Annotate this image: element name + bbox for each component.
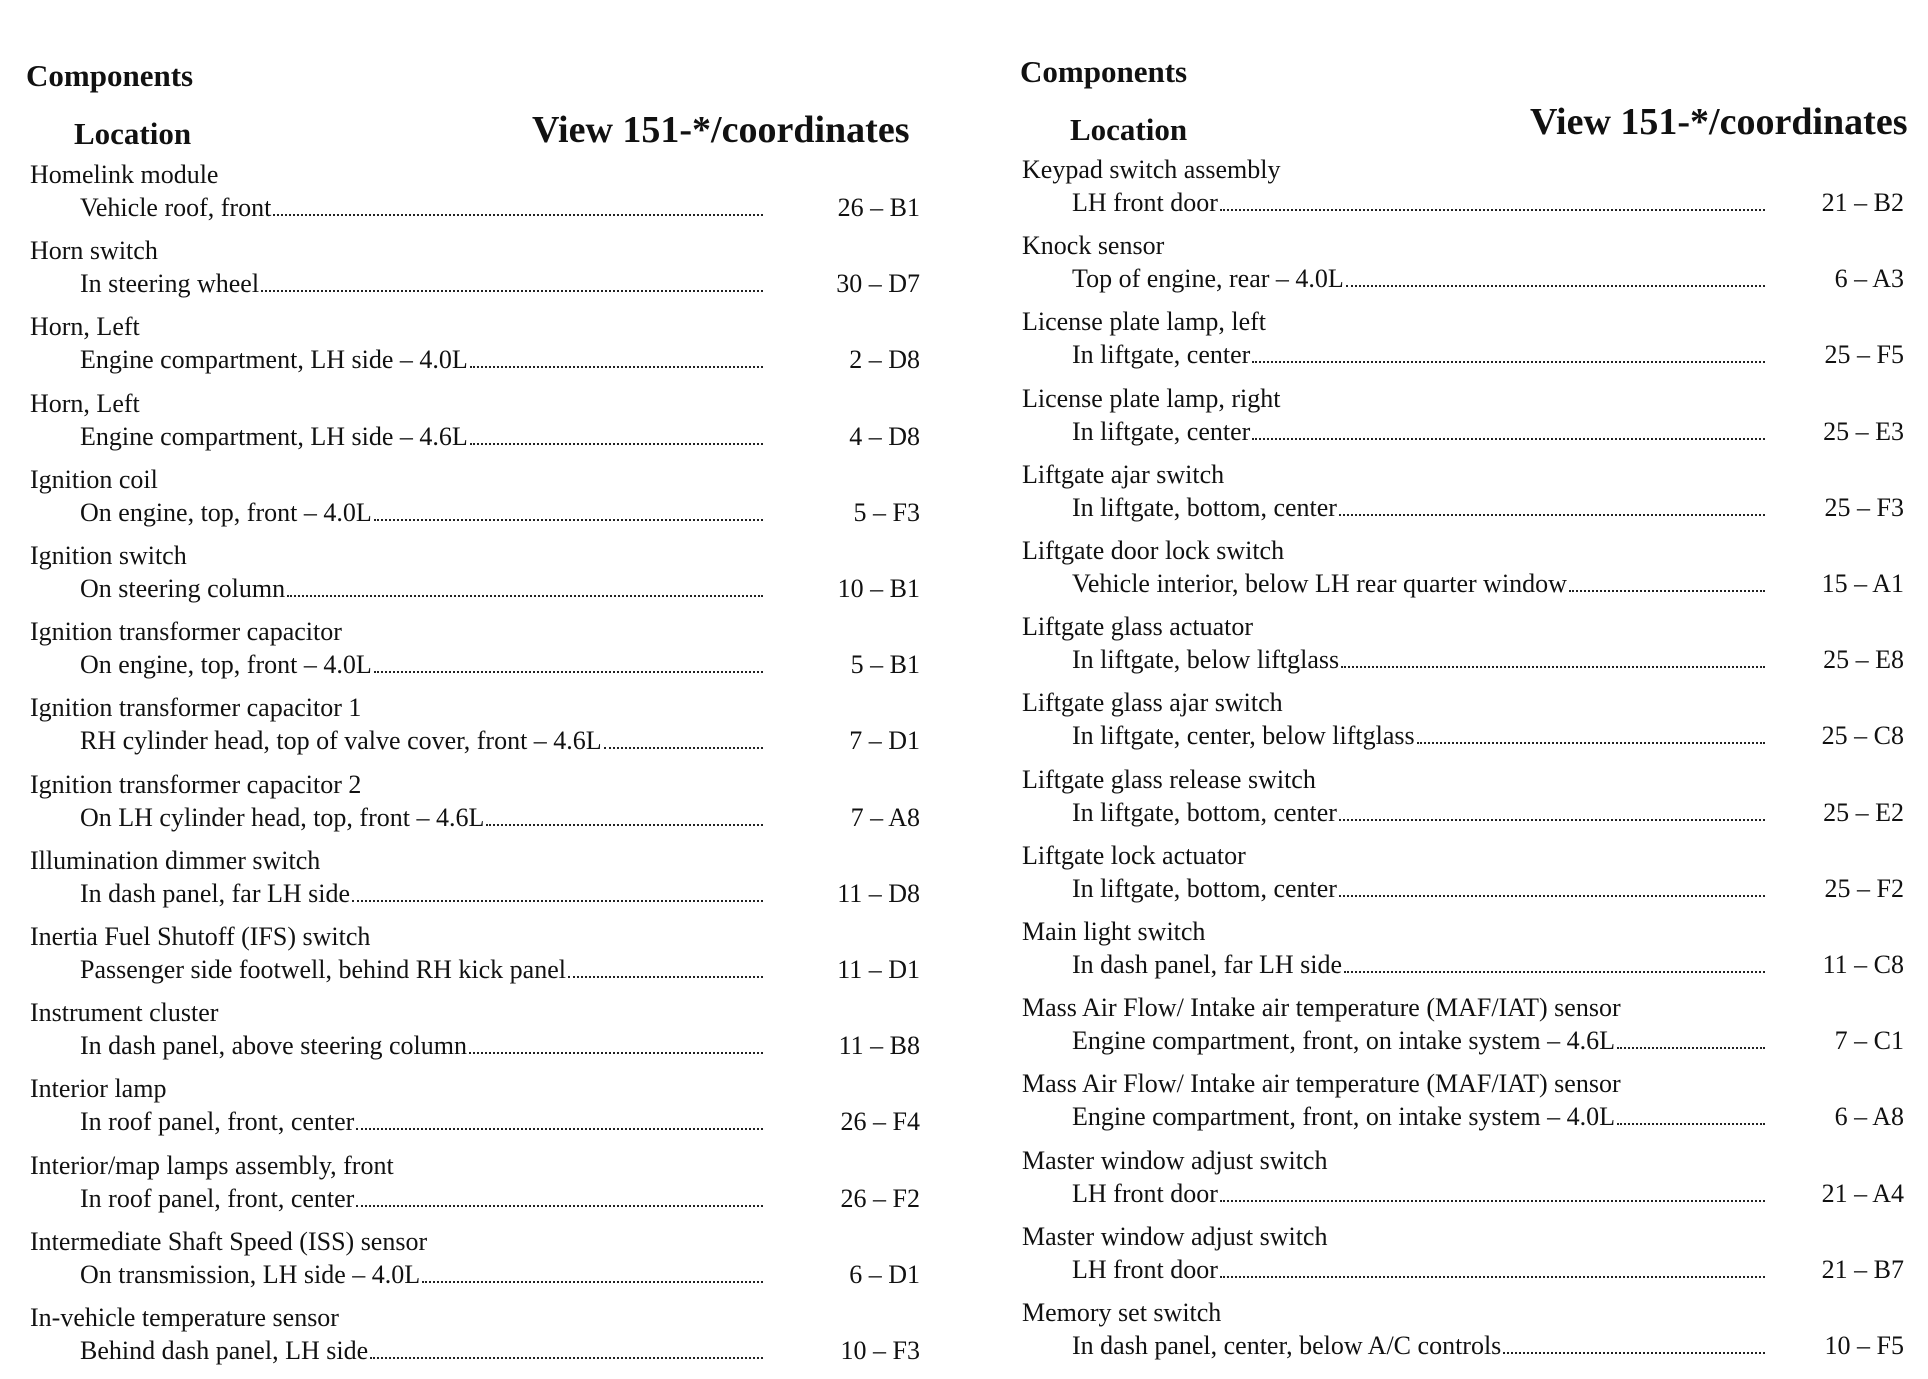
location-text: In dash panel, far LH side (80, 879, 351, 908)
location-line (80, 955, 765, 985)
component-name: Liftgate ajar switch (1022, 460, 1225, 489)
component-name: Ignition transformer capacitor 1 (30, 693, 362, 722)
location-text: In liftgate, center (1072, 340, 1251, 369)
dot-leader (1339, 819, 1765, 821)
component-entry (990, 917, 1928, 993)
location-text: In dash panel, above steering column (80, 1031, 467, 1060)
dot-leader (1339, 514, 1765, 516)
dot-leader (370, 1357, 763, 1359)
location-text: In liftgate, bottom, center (1072, 798, 1337, 827)
component-name: Knock sensor (1022, 231, 1165, 260)
location-line (1072, 1255, 1767, 1285)
location-line (80, 726, 765, 756)
location-text: Engine compartment, front, on intake system – 4.6L (1072, 1026, 1615, 1055)
component-entry (0, 236, 960, 312)
location-text: Vehicle roof, front (80, 193, 272, 222)
location-line (1072, 417, 1767, 447)
component-name: Interior lamp (30, 1074, 167, 1103)
view-coordinates: 30 – D7 (836, 269, 920, 298)
component-name: License plate lamp, left (1022, 307, 1267, 336)
location-line (80, 193, 765, 223)
dot-leader (1344, 971, 1765, 973)
component-entry (0, 1303, 960, 1379)
component-entry (990, 1069, 1928, 1145)
component-entry (990, 1298, 1928, 1374)
location-line (1072, 1102, 1767, 1132)
view-coordinates: 26 – F4 (840, 1107, 920, 1136)
component-name: Intermediate Shaft Speed (ISS) sensor (30, 1227, 428, 1256)
component-name: Horn, Left (30, 312, 140, 341)
view-coordinates: 2 – D8 (849, 345, 920, 374)
dot-leader (486, 824, 763, 826)
component-name: Instrument cluster (30, 998, 219, 1027)
component-entry (0, 312, 960, 388)
location-text: LH front door (1072, 188, 1218, 217)
dot-leader (469, 1052, 763, 1054)
location-line (80, 803, 765, 833)
component-name: Horn switch (30, 236, 158, 265)
component-name: Master window adjust switch (1022, 1222, 1328, 1251)
location-text: In roof panel, front, center (80, 1184, 355, 1213)
location-header: Location (74, 116, 192, 151)
component-name: Liftgate glass actuator (1022, 612, 1254, 641)
view-coordinates: 10 – F5 (1824, 1331, 1904, 1360)
location-line (80, 345, 765, 375)
location-line (80, 1184, 765, 1214)
dot-leader (604, 747, 763, 749)
component-name: License plate lamp, right (1022, 384, 1281, 413)
location-text: On transmission, LH side – 4.0L (80, 1260, 421, 1289)
location-text: On LH cylinder head, top, front – 4.6L (80, 803, 485, 832)
location-text: In liftgate, center, below liftglass (1072, 721, 1415, 750)
location-line (1072, 188, 1767, 218)
view-coordinates: 21 – B2 (1821, 188, 1904, 217)
dot-leader (1617, 1123, 1765, 1125)
component-entry (990, 1146, 1928, 1222)
view-coordinates: 26 – B1 (837, 193, 920, 222)
component-entry (0, 1227, 960, 1303)
location-line (80, 1107, 765, 1137)
view-coordinates: 25 – C8 (1821, 721, 1904, 750)
left-column (0, 0, 960, 1376)
component-name: Interior/map lamps assembly, front (30, 1151, 394, 1180)
view-coordinates: 26 – F2 (840, 1184, 920, 1213)
view-coordinates: 5 – B1 (850, 650, 920, 679)
location-text: RH cylinder head, top of valve cover, front – 4.6L (80, 726, 602, 755)
component-entry (990, 155, 1928, 231)
component-entry (0, 160, 960, 236)
component-name: Ignition transformer capacitor 2 (30, 770, 362, 799)
view-coordinates: 5 – F3 (853, 498, 920, 527)
location-text: Passenger side footwell, behind RH kick panel (80, 955, 566, 984)
view-coordinates: 4 – D8 (849, 422, 920, 451)
right-column (990, 0, 1928, 1376)
location-text: LH front door (1072, 1179, 1218, 1208)
dot-leader (1569, 590, 1765, 592)
location-line (1072, 264, 1767, 294)
dot-leader (1220, 1200, 1765, 1202)
component-name: Mass Air Flow/ Intake air temperature (MAF/IAT) sensor (1022, 993, 1621, 1022)
view-coordinates: 10 – F3 (840, 1336, 920, 1365)
component-name: In-vehicle temperature sensor (30, 1303, 339, 1332)
dot-leader (261, 290, 763, 292)
component-entry (990, 841, 1928, 917)
component-entry (990, 612, 1928, 688)
dot-leader (1252, 361, 1765, 363)
location-text: In liftgate, bottom, center (1072, 874, 1337, 903)
location-text: On steering column (80, 574, 286, 603)
dot-leader (287, 595, 763, 597)
location-text: In steering wheel (80, 269, 260, 298)
location-text: Behind dash panel, LH side (80, 1336, 369, 1365)
dot-leader (1339, 895, 1765, 897)
component-entry (0, 693, 960, 769)
component-entry (990, 688, 1928, 764)
dot-leader (1341, 666, 1765, 668)
view-coordinates: 21 – B7 (1821, 1255, 1904, 1284)
component-name: Memory set switch (1022, 1298, 1222, 1327)
component-entry (0, 389, 960, 465)
dot-leader (568, 976, 763, 978)
dot-leader (374, 519, 763, 521)
location-text: On engine, top, front – 4.0L (80, 650, 372, 679)
component-name: Master window adjust switch (1022, 1146, 1328, 1175)
component-entry (990, 993, 1928, 1069)
location-text: Engine compartment, LH side – 4.6L (80, 422, 468, 451)
view-coordinates: 11 – B8 (838, 1031, 920, 1060)
component-name: Liftgate glass release switch (1022, 765, 1316, 794)
location-text: In roof panel, front, center (80, 1107, 355, 1136)
component-name: Illumination dimmer switch (30, 846, 321, 875)
component-name: Ignition switch (30, 541, 187, 570)
component-entry (990, 307, 1928, 383)
dot-leader (1617, 1047, 1765, 1049)
component-name: Main light switch (1022, 917, 1206, 946)
component-name: Ignition coil (30, 465, 158, 494)
location-header: Location (1070, 112, 1188, 147)
dot-leader (273, 214, 763, 216)
component-entry (0, 998, 960, 1074)
dot-leader (1346, 285, 1765, 287)
location-line (1072, 874, 1767, 904)
component-name: Liftgate glass ajar switch (1022, 688, 1283, 717)
view-coordinates: 15 – A1 (1821, 569, 1904, 598)
view-coordinates: 25 – E3 (1823, 417, 1904, 446)
component-entry (990, 384, 1928, 460)
location-text: Vehicle interior, below LH rear quarter window (1072, 569, 1567, 598)
component-entry (990, 1222, 1928, 1298)
location-line (80, 879, 765, 909)
dot-leader (1252, 438, 1765, 440)
location-text: In liftgate, below liftglass (1072, 645, 1340, 674)
location-line (80, 1260, 765, 1290)
view-coordinates: 25 – E8 (1823, 645, 1904, 674)
component-entry (990, 460, 1928, 536)
dot-leader (470, 443, 763, 445)
component-entry (990, 765, 1928, 841)
component-entry (0, 1074, 960, 1150)
view-coordinates-header: View 151-*/coordinates (532, 109, 910, 151)
view-coordinates: 7 – A8 (850, 803, 920, 832)
location-line (1072, 493, 1767, 523)
view-coordinates: 10 – B1 (837, 574, 920, 603)
component-entry (990, 536, 1928, 612)
view-coordinates: 11 – D1 (837, 955, 920, 984)
component-name: Mass Air Flow/ Intake air temperature (MAF/IAT) sensor (1022, 1069, 1621, 1098)
view-coordinates: 25 – E2 (1823, 798, 1904, 827)
section-title: Components (1020, 54, 1188, 89)
view-coordinates: 25 – F2 (1824, 874, 1904, 903)
dot-leader (1220, 209, 1765, 211)
view-coordinates: 7 – C1 (1834, 1026, 1904, 1055)
location-text: In liftgate, bottom, center (1072, 493, 1337, 522)
view-coordinates-header: View 151-*/coordinates (1530, 101, 1908, 143)
location-text: Engine compartment, LH side – 4.0L (80, 345, 468, 374)
location-line (1072, 569, 1767, 599)
view-coordinates: 6 – D1 (849, 1260, 920, 1289)
view-coordinates: 6 – A8 (1834, 1102, 1904, 1131)
location-line (80, 1031, 765, 1061)
dot-leader (1220, 1276, 1765, 1278)
component-entry (990, 231, 1928, 307)
dot-leader (422, 1281, 763, 1283)
location-text: Engine compartment, front, on intake system – 4.0L (1072, 1102, 1615, 1131)
dot-leader (352, 900, 763, 902)
location-line (80, 269, 765, 299)
component-entry (0, 617, 960, 693)
view-coordinates: 6 – A3 (1834, 264, 1904, 293)
location-line (1072, 1026, 1767, 1056)
view-coordinates: 25 – F3 (1824, 493, 1904, 522)
view-coordinates: 11 – C8 (1822, 950, 1904, 979)
location-line (1072, 721, 1767, 751)
location-line (1072, 645, 1767, 675)
location-text: In dash panel, center, below A/C controls (1072, 1331, 1502, 1360)
component-name: Liftgate door lock switch (1022, 536, 1285, 565)
component-entry (0, 922, 960, 998)
component-entry (0, 465, 960, 541)
component-name: Inertia Fuel Shutoff (IFS) switch (30, 922, 371, 951)
view-coordinates: 11 – D8 (837, 879, 920, 908)
component-entry (0, 1151, 960, 1227)
dot-leader (1417, 742, 1765, 744)
location-line (1072, 340, 1767, 370)
component-entry (0, 541, 960, 617)
component-name: Horn, Left (30, 389, 140, 418)
dot-leader (356, 1205, 763, 1207)
location-line (1072, 798, 1767, 828)
location-text: In dash panel, far LH side (1072, 950, 1343, 979)
location-text: LH front door (1072, 1255, 1218, 1284)
component-name: Homelink module (30, 160, 219, 189)
component-name: Ignition transformer capacitor (30, 617, 342, 646)
dot-leader (374, 671, 763, 673)
view-coordinates: 21 – A4 (1821, 1179, 1904, 1208)
location-line (80, 650, 765, 680)
location-text: In liftgate, center (1072, 417, 1251, 446)
dot-leader (356, 1128, 763, 1130)
component-name: Liftgate lock actuator (1022, 841, 1246, 870)
dot-leader (470, 366, 763, 368)
component-name: Keypad switch assembly (1022, 155, 1281, 184)
location-line (80, 422, 765, 452)
view-coordinates: 7 – D1 (849, 726, 920, 755)
view-coordinates: 25 – F5 (1824, 340, 1904, 369)
dot-leader (1503, 1352, 1765, 1354)
component-entry (0, 846, 960, 922)
location-line (1072, 1179, 1767, 1209)
component-entry (0, 770, 960, 846)
section-title: Components (26, 58, 194, 93)
location-text: Top of engine, rear – 4.0L (1072, 264, 1344, 293)
location-line (80, 1336, 765, 1366)
location-line (80, 574, 765, 604)
location-line (1072, 1331, 1767, 1361)
location-text: On engine, top, front – 4.0L (80, 498, 372, 527)
location-line (80, 498, 765, 528)
location-line (1072, 950, 1767, 980)
